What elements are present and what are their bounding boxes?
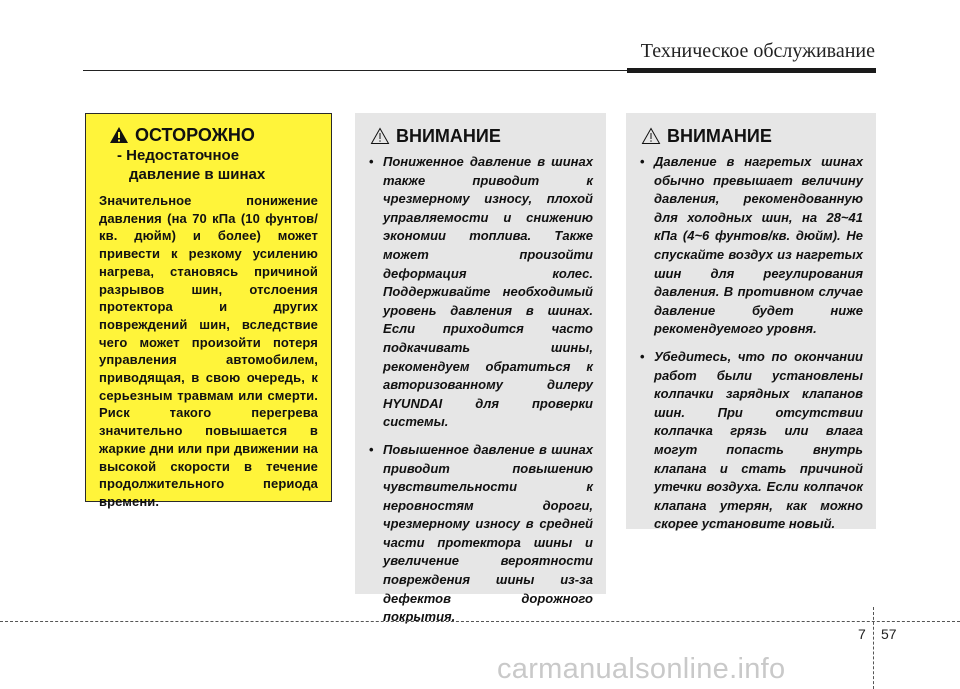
warning-box (85, 113, 332, 509)
warning-triangle-icon (109, 126, 129, 144)
list-item: • Пониженное давление в шинах также приводит к чрезмерному износу, плохой управляемости и снижению экономии топлива. Также может произойти деформация колес. Поддерживайте необходимый уровень давления в шинах. Если приходится часто подкачивать шины, рекомендуем обратиться к авторизованному дилеру HYUNDAI для проверки системы. (368, 153, 593, 432)
page-number: 57 (881, 626, 897, 642)
warning-heading (109, 124, 318, 146)
chapter-number: 7 (858, 626, 866, 642)
warning-body: Значительное понижение давления (на 70 кПа (10 фунтов/кв. дюйм) и более) может привести к резкому усилению нагрева, становясь причиной разрывов шин, отслоения протектора и других повреждений шин, вследствие чего может произойти потеря управления автомобилем, приводящая, в свою очередь, к серьезным травмам или смерти. Риск такого перегрева значительно повышается в жаркие дни или при движении на высокой скорости в течение продолжительного периода времени. (99, 193, 318, 509)
warning-subtitle-line2: давление в шинах (129, 166, 266, 183)
page-header-title: Техническое обслуживание (640, 40, 875, 62)
notice-heading (370, 125, 593, 147)
notice-box-underinflation (355, 113, 606, 625)
warning-triangle-icon (370, 127, 390, 145)
list-item: • Убедитесь, что по окончании работ были установлены колпачки зарядных клапанов шин. При отсутствии колпачка грязь или влага могут попасть внутрь клапана и стать причиной утечки воздуха. Если колпачок клапана утерян, как можно скорее установите новый. (639, 348, 863, 534)
list-item: • Повышенное давление в шинах приводит повышению чувствительности к неровностям дороги, чрезмерному износу в средней части протектора шины и увеличение вероятности повреждения шины из-за дефектов дорожного покрытия. (368, 441, 593, 627)
warning-subtitle (117, 146, 318, 184)
notice-title: ВНИМАНИЕ (396, 126, 501, 146)
warning-title: ОСТОРОЖНО (135, 125, 255, 145)
header-rule-accent (627, 68, 876, 73)
watermark: carmanualsonline.info (497, 653, 786, 685)
notice-list (639, 153, 863, 534)
notice-title: ВНИМАНИЕ (667, 126, 772, 146)
warning-triangle-icon (641, 127, 661, 145)
notice-list (368, 153, 593, 627)
footer-rule (0, 621, 960, 622)
footer-divider (873, 607, 875, 689)
notice-box-hot-tires (626, 113, 876, 532)
notice-heading (641, 125, 863, 147)
list-item: • Давление в нагретых шинах обычно превышает величину давления, рекомендованную для холодных шин, на 28~41 кПа (4~6 фунтов/кв. дюйм). Не спускайте воздух из нагретых шин для регулирования давления. В противном случае давление будет ниже рекомендуемого уровня. (639, 153, 863, 339)
warning-subtitle-line1: - Недостаточное (117, 147, 240, 164)
